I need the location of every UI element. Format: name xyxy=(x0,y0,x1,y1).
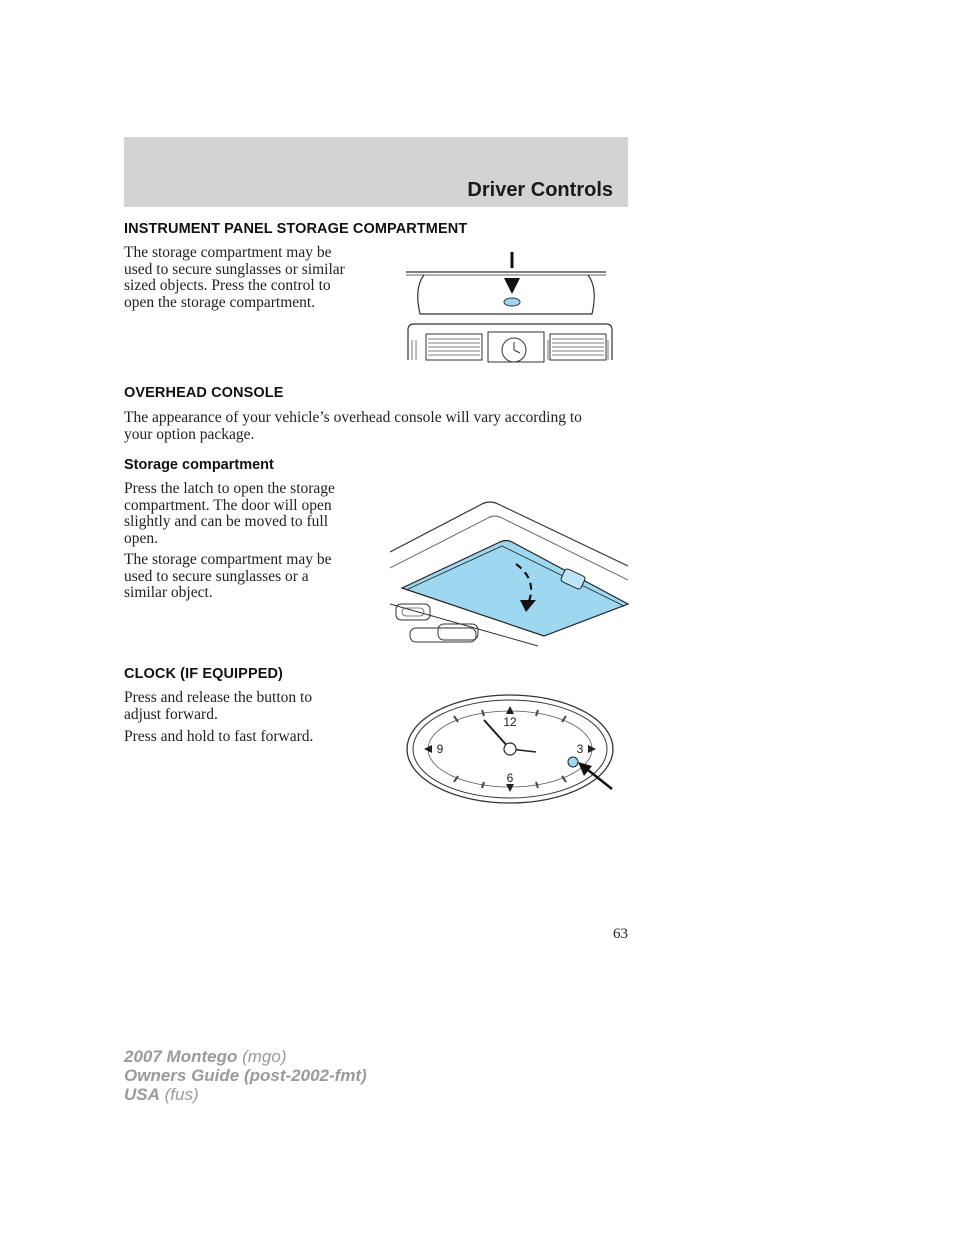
heading-clock: CLOCK (IF EQUIPPED) xyxy=(124,666,283,682)
clock-illustration xyxy=(402,690,622,810)
footer-model: 2007 Montego xyxy=(124,1047,238,1066)
text-line: your option package. xyxy=(124,425,255,443)
storage-compartment-text-2 xyxy=(124,552,331,602)
text-line: compartment. The door will open xyxy=(124,496,332,514)
text-line: Press and hold to fast forward. xyxy=(124,728,314,745)
heading-storage-compartment: Storage compartment xyxy=(124,457,274,473)
text-line: adjust forward. xyxy=(124,705,218,723)
text-line: used to secure sunglasses or similar xyxy=(124,260,345,278)
text-line: Press and release the button to xyxy=(124,689,313,706)
text-line: The appearance of your vehicle’s overhead console will vary according to xyxy=(124,409,582,426)
footer-market-code: (fus) xyxy=(164,1085,199,1104)
text-line: open the storage compartment. xyxy=(124,293,316,311)
footer-market: USA xyxy=(124,1085,160,1104)
text-line: slightly and can be moved to full xyxy=(124,513,329,530)
dial-label-3: 3 xyxy=(576,742,584,756)
header-band xyxy=(124,137,628,207)
text-line: sized objects. Press the control to xyxy=(124,277,331,294)
storage-door xyxy=(402,541,628,637)
footer-guide: Owners Guide (post-2002-fmt) xyxy=(124,1066,367,1085)
dial-label-12: 12 xyxy=(503,715,517,729)
text-line: Press the latch to open the storage xyxy=(124,480,335,497)
dial-label-9: 9 xyxy=(436,742,444,756)
page-number: 63 xyxy=(613,926,628,942)
heading-overhead-console: OVERHEAD CONSOLE xyxy=(124,385,284,401)
text-line: similar object. xyxy=(124,584,213,601)
section-title: Driver Controls xyxy=(467,179,613,201)
text-line: open. xyxy=(124,529,159,547)
text-line: The storage compartment may be xyxy=(124,244,332,261)
text-line: used to secure sunglasses or a xyxy=(124,567,309,585)
clock-adjust-button xyxy=(568,757,578,767)
arrow-down-icon xyxy=(504,278,520,294)
heading-instrument-panel: INSTRUMENT PANEL STORAGE COMPARTMENT xyxy=(124,221,468,237)
storage-release-button xyxy=(504,298,520,306)
clock-text-2 xyxy=(124,729,313,746)
storage-compartment-text-1 xyxy=(124,481,335,547)
instrument-panel-illustration xyxy=(400,248,620,366)
overhead-console-text xyxy=(124,410,582,443)
overhead-console-illustration xyxy=(388,500,630,648)
clock-text-1 xyxy=(124,690,312,723)
dial-label-6: 6 xyxy=(506,771,514,785)
footer-model-code: (mgo) xyxy=(242,1047,287,1066)
text-line: The storage compartment may be xyxy=(124,551,332,568)
instrument-panel-text xyxy=(124,245,345,311)
footer xyxy=(124,1047,367,1104)
